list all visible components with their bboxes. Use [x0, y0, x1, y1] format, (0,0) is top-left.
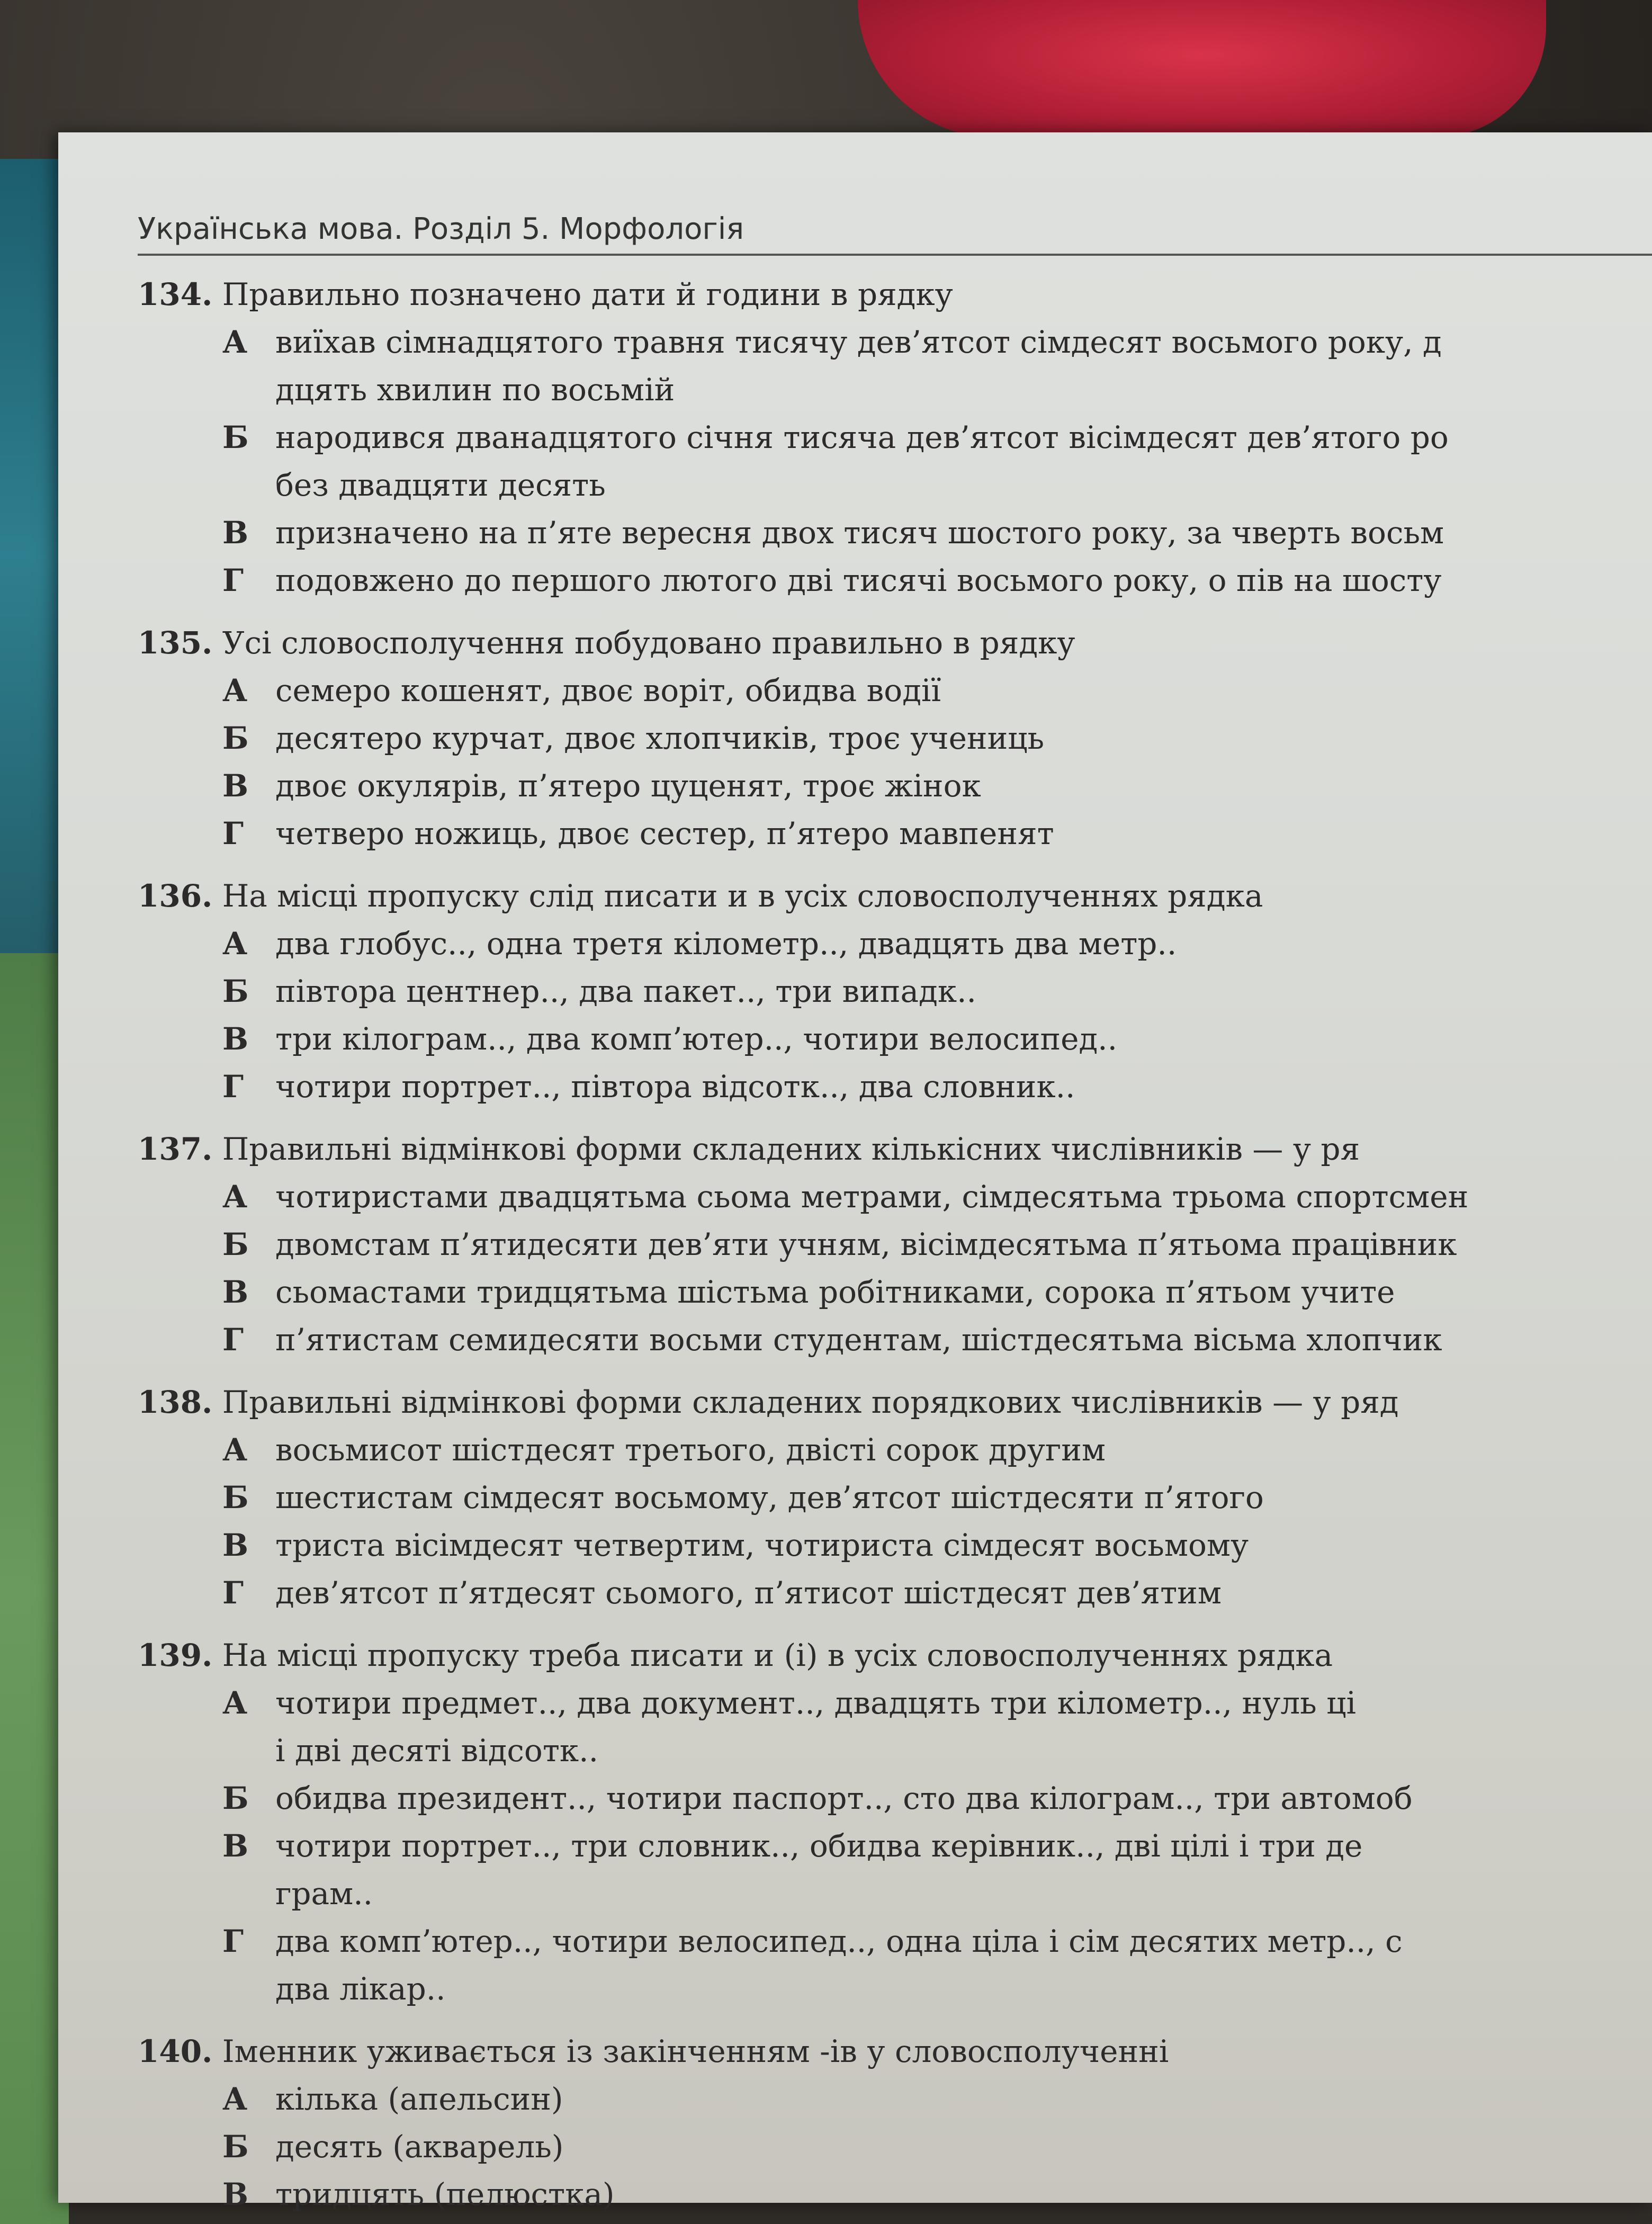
answer-option: [138, 810, 1652, 857]
option-text: два комп’ютер.., чотири велосипед.., одна ціла і сім десятих метр.., с: [275, 1923, 1403, 1959]
question-stem-line: [138, 1125, 1652, 1173]
option-letter: Б: [222, 2129, 249, 2165]
option-text: двомстам п’ятидесяти дев’яти учням, вісімдесятьма п’ятьома працівник: [275, 1226, 1457, 1262]
question-stem: Іменник уживається із закінченням -ів у словосполученні: [222, 2033, 1169, 2069]
option-letter: А: [222, 1685, 248, 1721]
option-text: триста вісімдесят четвертим, чотириста сімдесят восьмому: [275, 1527, 1249, 1563]
option-letter: Г: [222, 1575, 244, 1611]
answer-option: [138, 1426, 1652, 1474]
option-letter: Б: [222, 1226, 249, 1262]
answer-option: [138, 714, 1652, 762]
question-item: [138, 1125, 1652, 1364]
option-letter: А: [222, 2081, 248, 2117]
question-stem: Правильно позначено дати й години в рядку: [222, 276, 953, 312]
option-letter: Г: [222, 562, 244, 598]
answer-option: [138, 1221, 1652, 1268]
question-stem-line: [138, 271, 1652, 318]
answer-option: [138, 318, 1652, 414]
option-text: обидва президент.., чотири паспорт.., сто два кілограм.., три автомоб: [275, 1780, 1413, 1816]
answer-option: [138, 557, 1652, 604]
option-text-continued: без двадцяти десять: [275, 467, 606, 503]
question-stem-line: [138, 872, 1652, 920]
answer-option: [138, 1268, 1652, 1316]
option-text: подовжено до першого лютого дві тисячі восьмого року, о пів на шосту: [275, 562, 1442, 598]
question-number: 137.: [138, 1131, 213, 1167]
option-letter: Г: [222, 1069, 244, 1105]
option-letter: А: [222, 926, 248, 962]
option-text: чотири портрет.., півтора відсотк.., два словник..: [275, 1069, 1075, 1105]
answer-option: [138, 1173, 1652, 1221]
question-item: [138, 2028, 1652, 2218]
answer-option: [138, 1917, 1652, 2013]
answer-option: [138, 1063, 1652, 1110]
option-text: семеро кошенят, двоє воріт, обидва водії: [275, 672, 941, 709]
question-item: [138, 872, 1652, 1110]
option-letter: А: [222, 672, 248, 709]
option-letter: В: [222, 2176, 249, 2212]
question-number: 140.: [138, 2033, 213, 2069]
option-text-continued: дцять хвилин по восьмій: [275, 372, 675, 408]
answer-option: [138, 920, 1652, 967]
answer-option: [138, 1474, 1652, 1521]
option-letter: Г: [222, 815, 244, 851]
option-text: виїхав сімнадцятого травня тисячу дев’ятсот сімдесят восьмого року, д: [275, 324, 1442, 360]
answer-option: [138, 967, 1652, 1015]
answer-option: [138, 2075, 1652, 2123]
option-text-continued: два лікар..: [275, 1971, 446, 2007]
option-text-continued: грам..: [275, 1876, 373, 1912]
option-text: чотиристами двадцятьма сьома метрами, сімдесятьма трьома спортсмен: [275, 1179, 1469, 1215]
option-text: півтора центнер.., два пакет.., три випадк..: [275, 973, 976, 1009]
option-text: призначено на п’яте вересня двох тисяч шостого року, за чверть восьм: [275, 515, 1444, 551]
answer-option: [138, 762, 1652, 810]
option-text: чотири портрет.., три словник.., обидва керівник.., дві цілі і три де: [275, 1828, 1363, 1864]
option-text: кілька (апельсин): [275, 2081, 563, 2117]
option-text: тридцять (пелюстка): [275, 2176, 615, 2212]
question-stem-line: [138, 2028, 1652, 2075]
option-text-continued: і дві десяті відсотк..: [275, 1733, 599, 1769]
option-text: двоє окулярів, п’ятеро цуценят, троє жінок: [275, 768, 981, 804]
question-number: 136.: [138, 878, 213, 914]
option-text: народився дванадцятого січня тисяча дев’ятсот вісімдесят дев’ятого ро: [275, 419, 1449, 455]
option-text: два глобус.., одна третя кілометр.., двадцять два метр..: [275, 926, 1177, 962]
question-stem: На місці пропуску слід писати и в усіх словосполученнях рядка: [222, 878, 1263, 914]
answer-option: [138, 667, 1652, 714]
option-text: три кілограм.., два комп’ютер.., чотири велосипед..: [275, 1021, 1118, 1057]
question-item: [138, 1378, 1652, 1617]
answer-option: [138, 414, 1652, 509]
page-content: [138, 212, 1652, 2218]
option-text: восьмисот шістдесят третього, двісті сорок другим: [275, 1432, 1106, 1468]
option-letter: Г: [222, 1322, 244, 1358]
option-letter: Б: [222, 720, 249, 756]
question-stem: Усі словосполучення побудовано правильно в рядку: [222, 625, 1075, 661]
option-letter: А: [222, 324, 248, 360]
question-number: 135.: [138, 625, 213, 661]
option-letter: В: [222, 1274, 249, 1310]
option-text: чотири предмет.., два документ.., двадцять три кілометр.., нуль ці: [275, 1685, 1357, 1721]
answer-option: [138, 1679, 1652, 1774]
question-number: 134.: [138, 276, 213, 312]
option-text: п’ятистам семидесяти восьми студентам, шістдесятьма вісьма хлопчик: [275, 1322, 1442, 1358]
running-header: Українська мова. Розділ 5. Морфологія: [138, 212, 1652, 256]
option-letter: Б: [222, 419, 249, 455]
question-number: 138.: [138, 1384, 213, 1420]
question-item: [138, 619, 1652, 857]
option-letter: В: [222, 515, 249, 551]
answer-option: [138, 1822, 1652, 1917]
question-stem-line: [138, 619, 1652, 667]
option-text: дев’ятсот п’ятдесят сьомого, п’ятисот шістдесят дев’ятим: [275, 1575, 1222, 1611]
option-letter: А: [222, 1179, 248, 1215]
question-item: [138, 1631, 1652, 2013]
answer-option: [138, 1774, 1652, 1822]
question-stem-line: [138, 1631, 1652, 1679]
red-object-background: [858, 0, 1546, 138]
question-item: [138, 271, 1652, 604]
answer-option: [138, 509, 1652, 557]
option-text: шестистам сімдесят восьмому, дев’ятсот шістдесяти п’ятого: [275, 1479, 1264, 1515]
option-letter: В: [222, 768, 249, 804]
answer-option: [138, 2123, 1652, 2171]
option-letter: Г: [222, 1923, 244, 1959]
option-letter: Б: [222, 973, 249, 1009]
question-stem-line: [138, 1378, 1652, 1426]
answer-option: [138, 1316, 1652, 1364]
option-text: сьомастами тридцятьма шістьма робітниками, сорока п’ятьом учите: [275, 1274, 1395, 1310]
answer-option: [138, 1015, 1652, 1063]
option-letter: Б: [222, 1479, 249, 1515]
answer-option: [138, 1521, 1652, 1569]
question-stem: Правильні відмінкові форми складених кількісних числівників — у ря: [222, 1131, 1360, 1167]
question-stem: Правильні відмінкові форми складених порядкових числівників — у ряд: [222, 1384, 1399, 1420]
answer-option: [138, 1569, 1652, 1617]
option-text: десятеро курчат, двоє хлопчиків, троє учениць: [275, 720, 1045, 756]
question-list: [138, 271, 1652, 2218]
book-page: [58, 132, 1652, 2212]
option-text: десять (акварель): [275, 2129, 564, 2165]
option-letter: В: [222, 1021, 249, 1057]
option-letter: В: [222, 1527, 249, 1563]
option-text: четверо ножиць, двоє сестер, п’ятеро мавпенят: [275, 815, 1054, 851]
option-letter: А: [222, 1432, 248, 1468]
option-letter: В: [222, 1828, 249, 1864]
option-letter: Б: [222, 1780, 249, 1816]
answer-option: [138, 2171, 1652, 2218]
question-stem: На місці пропуску треба писати и (і) в усіх словосполученнях рядка: [222, 1637, 1333, 1673]
question-number: 139.: [138, 1637, 213, 1673]
